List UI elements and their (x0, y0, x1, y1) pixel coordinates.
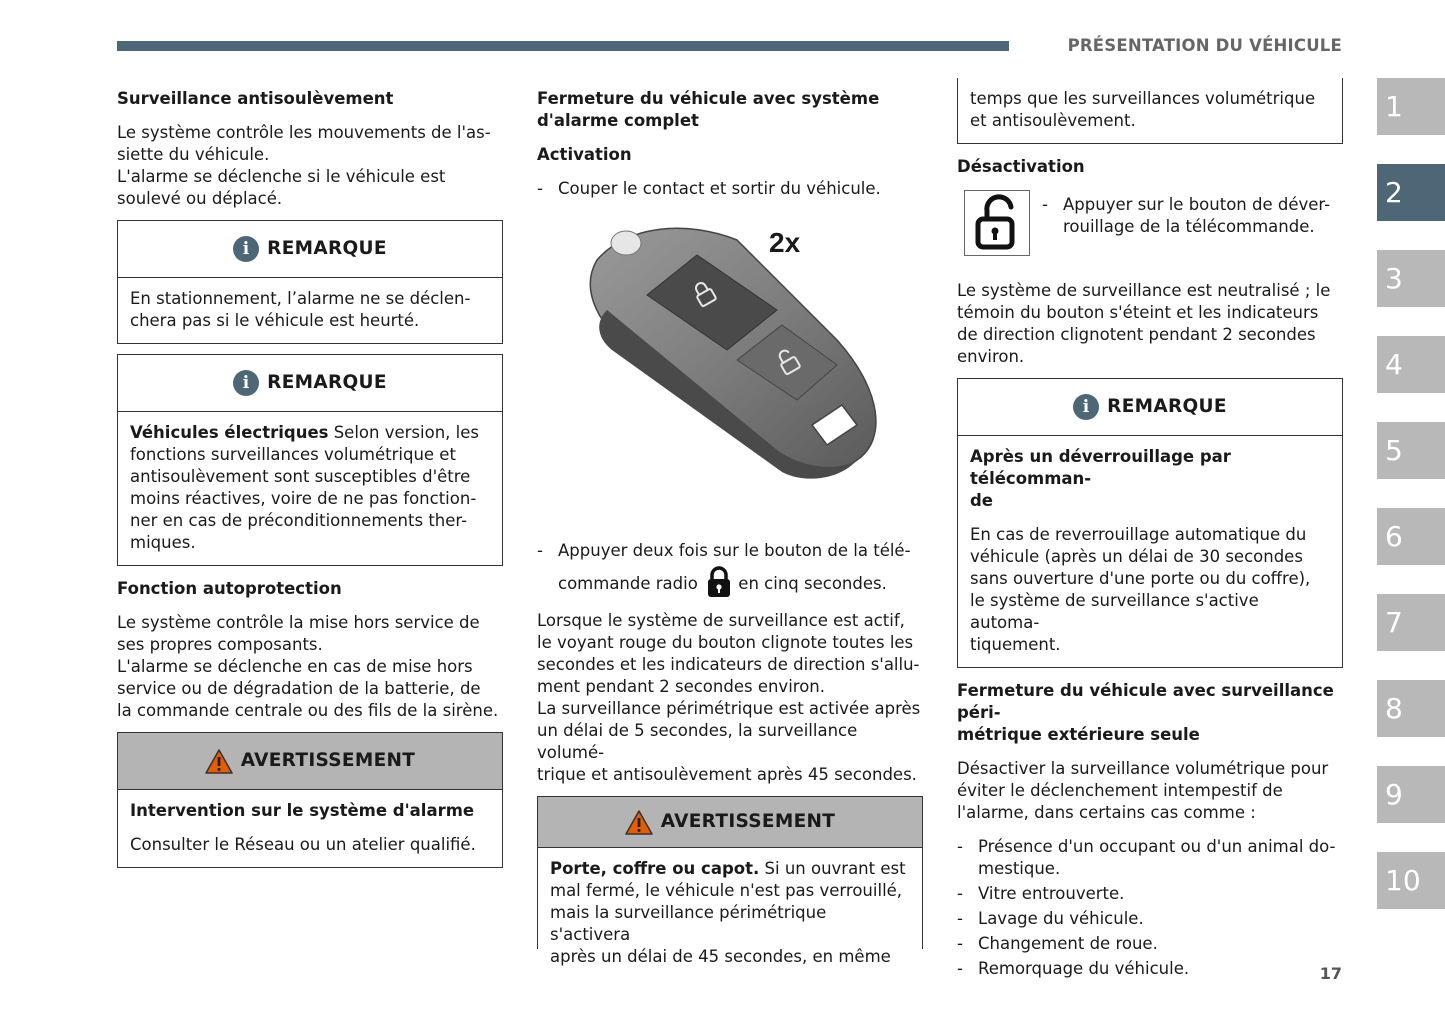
text-line: mal fermé, le véhicule n'est pas verrouillé, (550, 881, 903, 900)
warning-body (538, 848, 922, 979)
info-icon: i (1073, 394, 1099, 420)
text-line: Le système contrôle la mise hors service de (117, 613, 480, 632)
press-count-label: 2x (769, 227, 801, 258)
heading-fermeture-complet: Fermeture du véhicule avec système (537, 89, 880, 108)
text-span: Selon version, les (328, 423, 479, 442)
chapter-tab-3[interactable]: 3 (1377, 250, 1445, 307)
chapter-tab-4[interactable]: 4 (1377, 336, 1445, 393)
chapter-tab-8[interactable]: 8 (1377, 680, 1445, 737)
heading-activation: Activation (537, 145, 632, 164)
warning-triangle-icon (205, 749, 233, 774)
text-line: soulevé ou déplacé. (117, 189, 283, 208)
text-span: Si un ouvrant est (759, 859, 906, 878)
text-line: témoin du bouton s'éteint et les indicateurs (957, 303, 1319, 322)
list-item: - Changement de roue. (957, 934, 1158, 953)
text-span: Appuyer sur le bouton de déver- (1063, 195, 1331, 214)
chapter-tab-1[interactable]: 1 (1377, 78, 1445, 135)
column-2 (537, 88, 923, 966)
remark-box-2 (117, 354, 503, 566)
column-1 (117, 88, 503, 868)
heading-fermeture-perimetrique: Fermeture du véhicule avec surveillance péri- (957, 681, 1334, 722)
text-line: Le système contrôle les mouvements de l'as- (117, 123, 491, 142)
text-line: temps que les surveillances volumétrique (970, 89, 1316, 108)
remark-title: REMARQUE (267, 238, 387, 259)
unlock-instruction (957, 190, 1343, 256)
list-item: - Lavage du véhicule. (957, 909, 1144, 928)
remark-body (958, 436, 1342, 667)
text-line: service ou de dégradation de la batterie, de (117, 679, 481, 698)
text-line: moins réactives, voire de ne pas fonction- (130, 489, 477, 508)
text-line: En cas de reverrouillage automatique du (970, 525, 1307, 544)
text-line: fonctions surveillances volumétrique et (130, 445, 456, 464)
text-line: tiquement. (970, 635, 1061, 654)
warning-box-1 (117, 732, 503, 868)
remark-heading: Après un déverrouillage par télécomman- (970, 447, 1231, 488)
text-line: La surveillance périmétrique est activée après (537, 699, 921, 718)
heading-fermeture-complet-cont: d'alarme complet (537, 111, 699, 130)
remark-header (118, 355, 502, 412)
list-item: - Appuyer sur le bouton de déver- (1042, 195, 1331, 214)
text-line: après un délai de 45 secondes, en même (550, 947, 891, 966)
text-line: Lorsque le système de surveillance est actif, (537, 611, 905, 630)
heading-desactivation: Désactivation (957, 157, 1085, 176)
text-line: l'alarme, dans certains cas comme : (957, 803, 1256, 822)
text-line: siette du véhicule. (117, 145, 270, 164)
warning-header (118, 733, 502, 790)
text-span: Couper le contact et sortir du véhicule. (558, 179, 881, 198)
text-span: Changement de roue. (978, 934, 1158, 953)
text-line: Désactiver la surveillance volumétrique pour (957, 759, 1329, 778)
list-item: - Appuyer deux fois sur le bouton de la télé- (537, 541, 911, 560)
warning-triangle-icon (625, 810, 653, 835)
warning-heading: Intervention sur le système d'alarme (130, 801, 475, 820)
remark-title: REMARQUE (267, 372, 387, 393)
chapter-tab-9[interactable]: 9 (1377, 766, 1445, 823)
warning-title: AVERTISSEMENT (240, 750, 416, 771)
text-line: mais la surveillance périmétrique s'activera (550, 903, 827, 944)
chapter-tab-2[interactable]: 2 (1377, 164, 1445, 221)
bold-term: Porte, coffre ou capot. (550, 859, 760, 878)
section-title: PRÉSENTATION DU VÉHICULE (1067, 36, 1342, 55)
cases-list (957, 836, 1343, 980)
text-span: Lavage du véhicule. (978, 909, 1144, 928)
text-line: ner en cas de préconditionnements ther- (130, 511, 468, 530)
warning-box-2-continued (957, 78, 1343, 144)
warning-title: AVERTISSEMENT (660, 811, 836, 832)
key-fob-illustration (537, 200, 923, 540)
warning-body (118, 790, 502, 867)
text-line: de direction clignotent pendant 2 secondes (957, 325, 1316, 344)
text-span: Appuyer deux fois sur le bouton de la télé- (558, 541, 911, 560)
list-item: - Présence d'un occupant ou d'un animal do- (957, 837, 1336, 856)
text-line: le voyant rouge du bouton clignote toutes les (537, 633, 914, 652)
remark-header (958, 379, 1342, 436)
chapter-tab-6[interactable]: 6 (1377, 508, 1445, 565)
header-bar (117, 41, 1009, 51)
text-span: en cinq secondes. (733, 574, 887, 593)
unlock-icon (974, 195, 1020, 251)
remark-header (118, 221, 502, 278)
warning-box-2 (537, 796, 923, 966)
list-item: - Remorquage du véhicule. (957, 959, 1190, 978)
text-line: ment pendant 2 secondes environ. (537, 677, 825, 696)
text-line: miques. (130, 533, 196, 552)
text-span: Remorquage du véhicule. (978, 959, 1190, 978)
info-icon: i (233, 370, 259, 396)
list-item: - Couper le contact et sortir du véhicule. (537, 179, 881, 198)
remark-heading-cont: de (970, 491, 994, 510)
text-span: commande radio (558, 574, 698, 593)
chapter-tab-5[interactable]: 5 (1377, 422, 1445, 479)
remark-title: REMARQUE (1107, 396, 1227, 417)
text-line: mestique. (978, 859, 1061, 878)
unlock-icon-frame (964, 190, 1030, 256)
text-line: secondes et les indicateurs de direction s'allu- (537, 655, 920, 674)
unlock-text (1042, 194, 1330, 238)
text-line: L'alarme se déclenche si le véhicule est (117, 167, 446, 186)
text-line: L'alarme se déclenche en cas de mise hors (117, 657, 473, 676)
remark-body (118, 278, 502, 343)
text-line: chera pas si le véhicule est heurté. (130, 311, 420, 330)
text-line: trique et antisoulèvement après 45 secondes. (537, 765, 917, 784)
heading-antisoulevement: Surveillance antisoulèvement (117, 89, 394, 108)
bold-term: Véhicules électriques (130, 423, 329, 442)
text-line: Le système de surveillance est neutralisé ; le (957, 281, 1331, 300)
remark-box-1 (117, 220, 503, 344)
text-line: antisoulèvement sont susceptibles d'être (130, 467, 471, 486)
chapter-tab-7[interactable]: 7 (1377, 594, 1445, 651)
text-line: le système de surveillance s'active automa- (970, 591, 1259, 632)
text-line: environ. (957, 347, 1025, 366)
list-item-cont (537, 566, 923, 598)
text-line: sans ouverture d'une porte ou du coffre), (970, 569, 1311, 588)
list-item: - Vitre entrouverte. (957, 884, 1125, 903)
page-number: 17 (1319, 964, 1342, 983)
lock-icon (707, 566, 731, 598)
warning-header (538, 797, 922, 848)
column-3 (957, 78, 1343, 980)
text-line: éviter le déclenchement intempestif de (957, 781, 1283, 800)
text-line: rouillage de la télécommande. (1063, 217, 1315, 236)
info-icon: i (233, 236, 259, 262)
chapter-tab-10[interactable]: 10 (1377, 852, 1445, 909)
text-line: véhicule (après un délai de 30 secondes (970, 547, 1303, 566)
text-line: Consulter le Réseau ou un atelier qualifié. (130, 835, 476, 854)
text-line: En stationnement, l’alarme ne se déclen- (130, 289, 471, 308)
text-span: Présence d'un occupant ou d'un animal do- (978, 837, 1336, 856)
text-line: un délai de 5 secondes, la surveillance volumé- (537, 721, 858, 762)
key-fob-image (537, 200, 923, 540)
remark-box-3 (957, 378, 1343, 668)
text-line: et antisoulèvement. (970, 111, 1136, 130)
heading-autoprotection: Fonction autoprotection (117, 579, 342, 598)
text-line: ses propres composants. (117, 635, 323, 654)
remark-body (118, 412, 502, 565)
text-line: la commande centrale ou des fils de la sirène. (117, 701, 499, 720)
heading-fermeture-perimetrique-cont: métrique extérieure seule (957, 725, 1200, 744)
text-span: Vitre entrouverte. (978, 884, 1125, 903)
